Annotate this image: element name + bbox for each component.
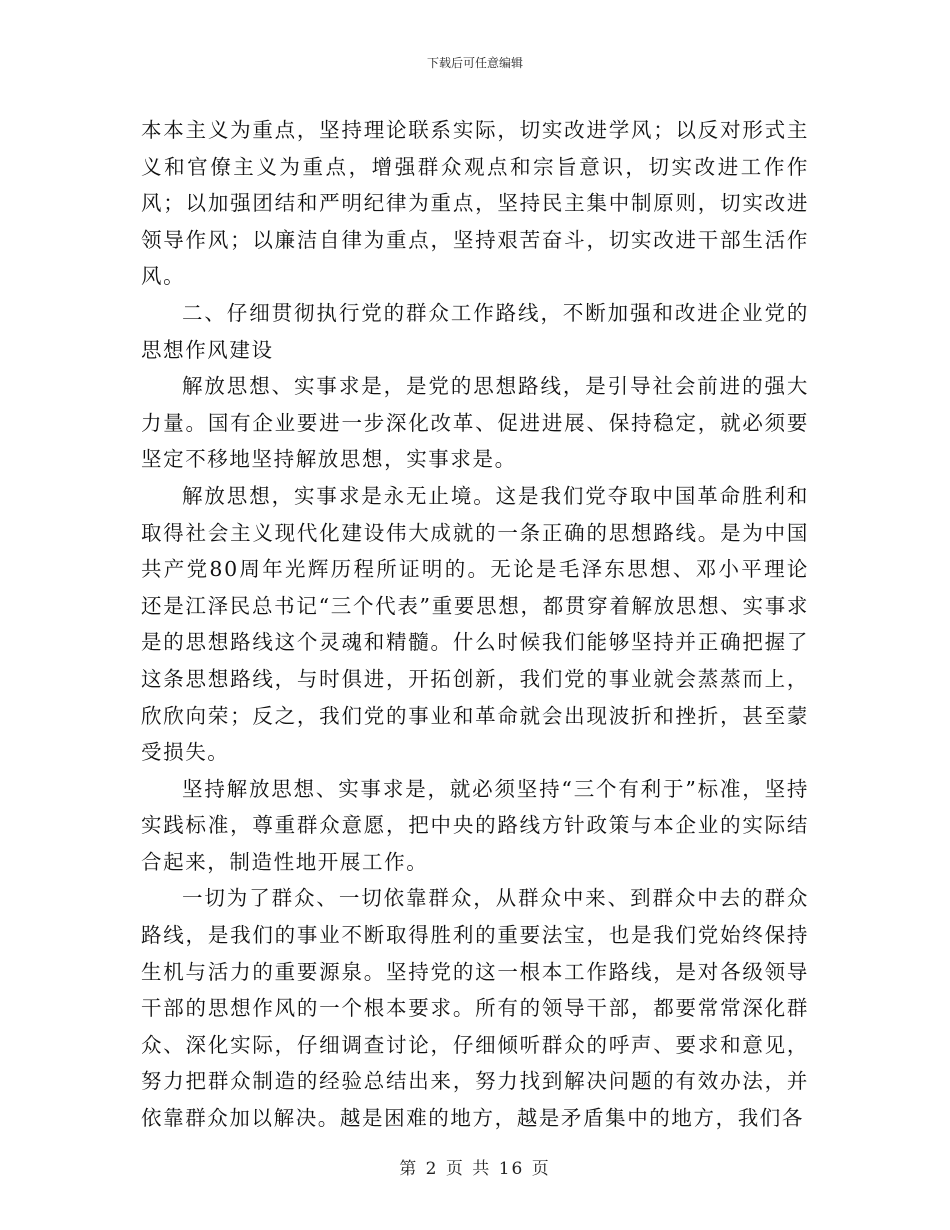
- paragraph: 一切为了群众、一切依靠群众，从群众中来、到群众中去的群众路线，是我们的事业不断取得胜利的重要法宝，也是我们党始终保持生机与活力的重要源泉。坚持党的这一根本工作路线，是对各级领导干部的思想作风的一个根本要求。所有的领导干部，都要常常深化群众、深化实际，仔细调查讨论，仔细倾听群众的呼声、要求和意见，努力把群众制造的经验总结出来，努力找到解决问题的有效办法，并依靠群众加以解决。越是困难的地方，越是矛盾集中的地方，我们各: [141, 886, 809, 1131]
- paragraph: 解放思想、实事求是，是党的思想路线，是引导社会前进的强大力量。国有企业要进一步深化改革、促进进展、保持稳定，就必须要坚定不移地坚持解放思想，实事求是。: [141, 374, 809, 472]
- paragraph: 坚持解放思想、实事求是，就必须坚持“三个有利于”标准，坚持实践标准，尊重群众意愿，把中央的路线方针政策与本企业的实际结合起来，制造性地开展工作。: [141, 776, 809, 874]
- paragraph-continuation: 本本主义为重点，坚持理论联系实际，切实改进学风；以反对形式主义和官僚主义为重点，增强群众观点和宗旨意识，切实改进工作作风；以加强团结和严明纪律为重点，坚持民主集中制原则，切实改进领导作风；以廉洁自律为重点，坚持艰苦奋斗，切实改进干部生活作风。: [141, 118, 809, 289]
- page-number: 第 2 页 共 16 页: [399, 1159, 551, 1179]
- paragraph: 解放思想，实事求是永无止境。这是我们党夺取中国革命胜利和取得社会主义现代化建设伟大成就的一条正确的思想路线。是为中国共产党80周年光辉历程所证明的。无论是毛泽东思想、邓小平理论还是江泽民总书记“三个代表”重要思想，都贯穿着解放思想、实事求是的思想路线这个灵魂和精髓。什么时候我们能够坚持并正确把握了这条思想路线，与时俱进，开拓创新，我们党的事业就会蒸蒸而上，欣欣向荣；反之，我们党的事业和革命就会出现波折和挫折，甚至蒙受损失。: [141, 483, 809, 765]
- page-footer: [0, 1154, 950, 1179]
- section-heading: 二、仔细贯彻执行党的群众工作路线，不断加强和改进企业党的思想作风建设: [141, 300, 809, 362]
- document-body: [141, 112, 809, 1137]
- header-note: 下载后可任意编辑: [426, 56, 523, 70]
- page-header: [0, 54, 950, 71]
